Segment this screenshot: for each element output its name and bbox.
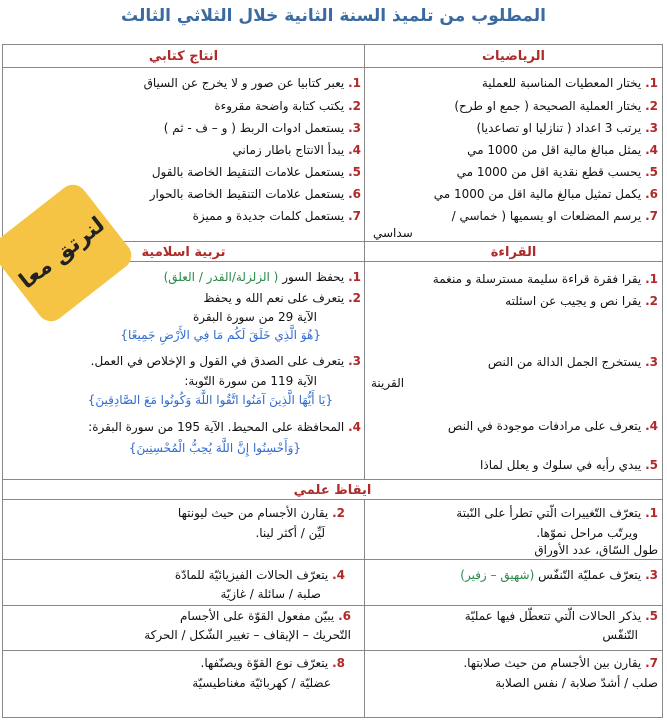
- list-item: [456, 507, 658, 519]
- item-text: يبدأ الانتاج باطار زماني: [232, 143, 345, 157]
- item-text: يستعمل ادوات الربط ( و – ف - ثم ): [163, 121, 345, 135]
- item-number: 4.: [348, 143, 361, 157]
- list-item: [201, 657, 345, 669]
- item-number: 2.: [645, 294, 658, 308]
- item-continuation: الآية 119 من سورة التّوبة:: [184, 374, 317, 388]
- item-text: يحسب قطع نقدية اقل من 1000 مي: [456, 165, 642, 179]
- list-item: [452, 210, 658, 222]
- list-item: [164, 271, 361, 283]
- item-text: يستعمل كلمات جديدة و مميزة: [192, 209, 345, 223]
- list-item: [434, 188, 658, 200]
- list-item: [178, 507, 345, 519]
- math-cell: [367, 45, 658, 241]
- item-number: 5.: [645, 458, 658, 472]
- list-item: [505, 295, 658, 307]
- list-item: [463, 657, 658, 669]
- item-number: 7.: [645, 209, 658, 223]
- item-number: 1.: [645, 76, 658, 90]
- item-text: يتعرّف الحالات الفيزيائيّة للمادّة: [174, 568, 329, 582]
- item-number: 2.: [645, 99, 658, 113]
- list-item: [433, 273, 658, 285]
- item-text: يتعرف على الصدق في القول و الإخلاص في العمل.: [90, 354, 345, 368]
- item-text: يحفظ السور: [282, 270, 345, 284]
- item-text: يستعمل علامات التنقيط الخاصة بالقول: [151, 165, 345, 179]
- item-text: يمثل مبالغ مالية اقل من 1000 مي: [467, 143, 642, 157]
- item-text: يختار العملية الصحيحة ( جمع او طرح): [454, 99, 642, 113]
- item-text: يتعرف على نعم الله و يحفظ: [203, 291, 345, 305]
- list-item: [150, 188, 361, 200]
- item-text: يقارن الأجسام من حيث ليونتها: [177, 506, 329, 520]
- list-item: [476, 122, 658, 134]
- science-heading: ايقاظ علمي: [293, 483, 372, 498]
- list-item: [214, 100, 361, 112]
- list-item: [457, 166, 658, 178]
- rule: [3, 479, 662, 480]
- item-text: يتعرّف عمليّة التّنفّس: [538, 568, 642, 582]
- list-item: [164, 122, 361, 134]
- list-item: [480, 459, 658, 471]
- science-right-cell: [367, 499, 658, 717]
- islamic-heading: تربية اسلامية: [141, 245, 226, 260]
- item-number: 7.: [348, 209, 361, 223]
- item-number: 3.: [645, 355, 658, 369]
- list-item: [175, 569, 345, 581]
- item-continuation: سداسي: [373, 226, 413, 240]
- list-item: [460, 569, 658, 581]
- list-item: [88, 421, 361, 433]
- item-number: 6.: [338, 609, 351, 623]
- reading-heading: القراءة: [490, 245, 537, 260]
- math-heading: الرياضيات: [481, 49, 545, 64]
- item-number: 4.: [645, 143, 658, 157]
- item-continuation: الآية 29 من سورة البقرة: [193, 310, 317, 324]
- item-number: 5.: [645, 165, 658, 179]
- item-number: 8.: [332, 656, 345, 670]
- item-continuation: القرينة: [371, 376, 405, 390]
- item-continuation: ويرتّب مراحل نموّها.: [536, 526, 638, 540]
- item-number: 2.: [348, 291, 361, 305]
- item-text: يقارن بين الأجسام من حيث صلابتها.: [463, 656, 642, 670]
- objectives-table: [2, 44, 663, 718]
- list-item: [232, 144, 361, 156]
- list-item: [193, 210, 361, 222]
- verse: {يَا أَيُّهَا الَّذِينَ آمَنُوا اتَّقُوا اللَّهَ وَكُونُوا مَعَ الصَّادِقِينَ}: [87, 393, 333, 407]
- item-number: 1.: [348, 270, 361, 284]
- list-item: [180, 610, 351, 622]
- item-text: يكتب كتابة واضحة مقروءة: [214, 99, 345, 113]
- item-continuation: التّحريك – الإيقاف – تغيير الشّكل / الحركة: [144, 628, 351, 642]
- item-text: يقرا نص و يجيب عن اسئلته: [505, 294, 642, 308]
- item-text: يعبر كتابيا عن صور و لا يخرج عن السياق: [143, 76, 345, 90]
- item-continuation: صلبة / سائلة / غازيّة: [220, 587, 321, 601]
- item-number: 3.: [348, 354, 361, 368]
- list-item: [482, 77, 658, 89]
- item-continuation: لَيِّن / أكثر لينا.: [255, 526, 325, 540]
- item-continuation: طول السّاق، عدد الأوراق: [534, 543, 658, 557]
- list-item: [488, 356, 658, 368]
- item-number: 4.: [348, 420, 361, 434]
- science-left-cell: [5, 499, 361, 717]
- item-number: 6.: [645, 187, 658, 201]
- item-number: 1.: [645, 272, 658, 286]
- item-number: 5.: [348, 165, 361, 179]
- list-item: [152, 166, 361, 178]
- item-text: يستخرج الجمل الدالة من النص: [487, 355, 642, 369]
- divider: [364, 45, 365, 479]
- list-item: [467, 144, 658, 156]
- page-title: المطلوب من تلميذ السنة الثانية خلال الثلاثي الثالث: [121, 6, 546, 26]
- item-number: 4.: [645, 419, 658, 433]
- item-number: 6.: [348, 187, 361, 201]
- divider: [364, 499, 365, 717]
- item-number: 3.: [645, 568, 658, 582]
- item-text: يتعرّف التّغييرات الّتي تطرأ على النّبتة: [456, 506, 642, 520]
- item-text: المحافظة على المحيط. الآية 195 من سورة البقرة:: [88, 420, 345, 434]
- verse: {وَأَحْسِنُوا إِنَّ اللَّهَ يُحِبُّ الْمُحْسِنِينَ}: [128, 441, 301, 455]
- item-text: يتعرّف نوع القوّة ويصنّفها.: [200, 656, 329, 670]
- item-number: 2.: [348, 99, 361, 113]
- list-item: [454, 100, 658, 112]
- item-text: يرتب 3 اعداد ( تنازليا او تصاعديا): [476, 121, 642, 135]
- item-text: يذكر الحالات الّتي تتعطّل فيها عمليّة: [464, 609, 642, 623]
- list-item: [465, 610, 658, 622]
- verse: {هُوَ الَّذِي خَلَقَ لَكُم مَا فِي الأَرْضِ جَمِيعًا}: [120, 328, 321, 342]
- list-item: [203, 292, 361, 304]
- list-item: [91, 355, 361, 367]
- item-number: 7.: [645, 656, 658, 670]
- item-number: 4.: [332, 568, 345, 582]
- item-number: 1.: [645, 506, 658, 520]
- reading-cell: [367, 261, 658, 479]
- item-continuation: التّنفّس: [602, 628, 638, 642]
- item-number: 2.: [332, 506, 345, 520]
- sticker-badge: لنرتق معا: [0, 179, 137, 327]
- item-continuation: عضليّة / كهربائيّة مغناطيسيّة: [192, 676, 331, 690]
- item-text: يقرا فقرة قراءة سليمة مسترسلة و منغمة: [432, 272, 642, 286]
- item-number: 3.: [645, 121, 658, 135]
- item-continuation: صلب / أشدّ صلابة / نفس الصلابة: [495, 676, 658, 690]
- surah-list: ( الزلزلة/القدر / العلق): [163, 270, 279, 284]
- item-text: يبيّن مفعول القوّة على الأجسام: [180, 609, 335, 623]
- writing-heading: انتاج كتابي: [148, 49, 219, 64]
- list-item: [448, 420, 658, 432]
- item-text: يتعرف على مرادفات موجودة في النص: [447, 419, 642, 433]
- item-text: يكمل تمثيل مبالغ مالية اقل من 1000 مي: [433, 187, 642, 201]
- item-text: يرسم المضلعات او يسميها ( خماسي /: [451, 209, 642, 223]
- breathing-terms: (شهيق – زفير): [460, 568, 535, 582]
- item-text: يختار المعطيات المناسبة للعملية: [481, 76, 642, 90]
- item-number: 5.: [645, 609, 658, 623]
- item-number: 3.: [348, 121, 361, 135]
- item-text: يستعمل علامات التنقيط الخاصة بالحوار: [149, 187, 345, 201]
- item-text: يبدي رأيه في سلوك و يعلل لماذا: [480, 458, 642, 472]
- list-item: [144, 77, 361, 89]
- item-number: 1.: [348, 76, 361, 90]
